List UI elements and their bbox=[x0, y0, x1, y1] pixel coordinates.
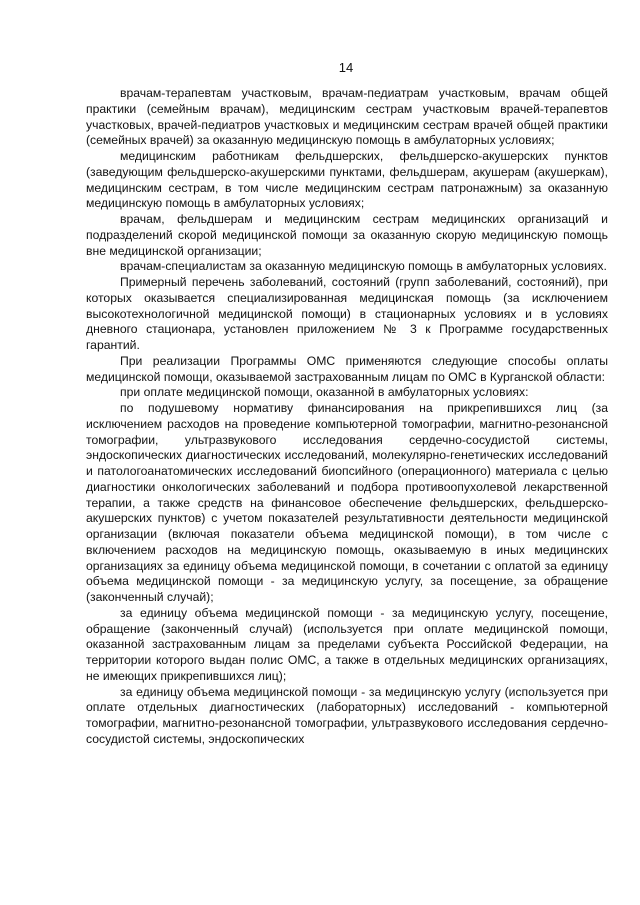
paragraph: врачам, фельдшерам и медицинским сестрам медицинских организаций и подразделений скорой медицинской помощи за оказанную скорую медицинскую помощь вне медицинской организации; bbox=[86, 212, 608, 258]
paragraph: Примерный перечень заболеваний, состояний (групп заболеваний, состояний), при которых оказывается специализированная медицинская помощь (за исключением высокотехнологичной медицинской помощи) в стационарных условиях и в условиях дневного стационара, установлен приложением № 3 к Программе государственных гарантий. bbox=[86, 275, 608, 352]
paragraph: врачам-специалистам за оказанную медицинскую помощь в амбулаторных условиях. bbox=[120, 259, 607, 274]
paragraph: при оплате медицинской помощи, оказанной в амбулаторных условиях: bbox=[120, 385, 529, 400]
page-number: 14 bbox=[338, 60, 354, 75]
paragraph: по подушевому нормативу финансирования на прикрепившихся лиц (за исключением расходов на проведение компьютерной томографии, магнитно-резонансной томографии, ультразвукового исследования сердечно-сосудистой системы, эндоскопических диагностических исследований, молекулярно-генетических исследований и патологоанатомических исследований биопсийного (операционного) материала с целью диагностики онкологических заболеваний и подбора противоопухолевой лекарственной терапии, а также средств на финансовое обеспечение фельдшерских, фельдшерско-акушерских пунктов) с учетом показателей результативности деятельности медицинской организации (включая показатели объема медицинской помощи), в том числе с включением расходов на медицинскую помощь, оказываемую в иных медицинских организациях за единицу объема медицинской помощи, в сочетании с оплатой за единицу объема медицинской помощи - за медицинскую услугу, за посещение, за обращение (законченный случай); bbox=[86, 401, 608, 604]
document-body bbox=[86, 86, 608, 748]
paragraph: за единицу объема медицинской помощи - за медицинскую услугу, посещение, обращение (законченный случай) (используется при оплате медицинской помощи, оказанной застрахованным лицам за пределами субъекта Российской Федерации, на территории которого выдан полис ОМС, а также в отдельных медицинских организациях, не имеющих прикрепившихся лиц); bbox=[86, 605, 608, 683]
paragraph: медицинским работникам фельдшерских, фельдшерско-акушерских пунктов (заведующим фельдшерско-акушерскими пунктами, фельдшерам, акушерам (акушеркам), медицинским сестрам, в том числе медицинским сестрам патронажным) за оказанную медицинскую помощь в амбулаторных условиях; bbox=[86, 149, 608, 211]
paragraph: врачам-терапевтам участковым, врачам-педиатрам участковым, врачам общей практики (семейным врачам), медицинским сестрам участковым врачей-терапевтов участковых, врачей-педиатров участковых и медицинским сестрам врачей общей практики (семейных врачей) за оказанную медицинскую помощь в амбулаторных условиях; bbox=[86, 86, 608, 148]
paragraph: за единицу объема медицинской помощи - за медицинскую услугу (используется при оплате отдельных диагностических (лабораторных) исследований - компьютерной томографии, магнитно-резонансной томографии, ультразвукового исследования сердечно-сосудистой системы, эндоскопических bbox=[86, 684, 608, 746]
paragraph: При реализации Программы ОМС применяются следующие способы оплаты медицинской помощи, оказываемой застрахованным лицам по ОМС в Курганской области: bbox=[86, 353, 608, 384]
